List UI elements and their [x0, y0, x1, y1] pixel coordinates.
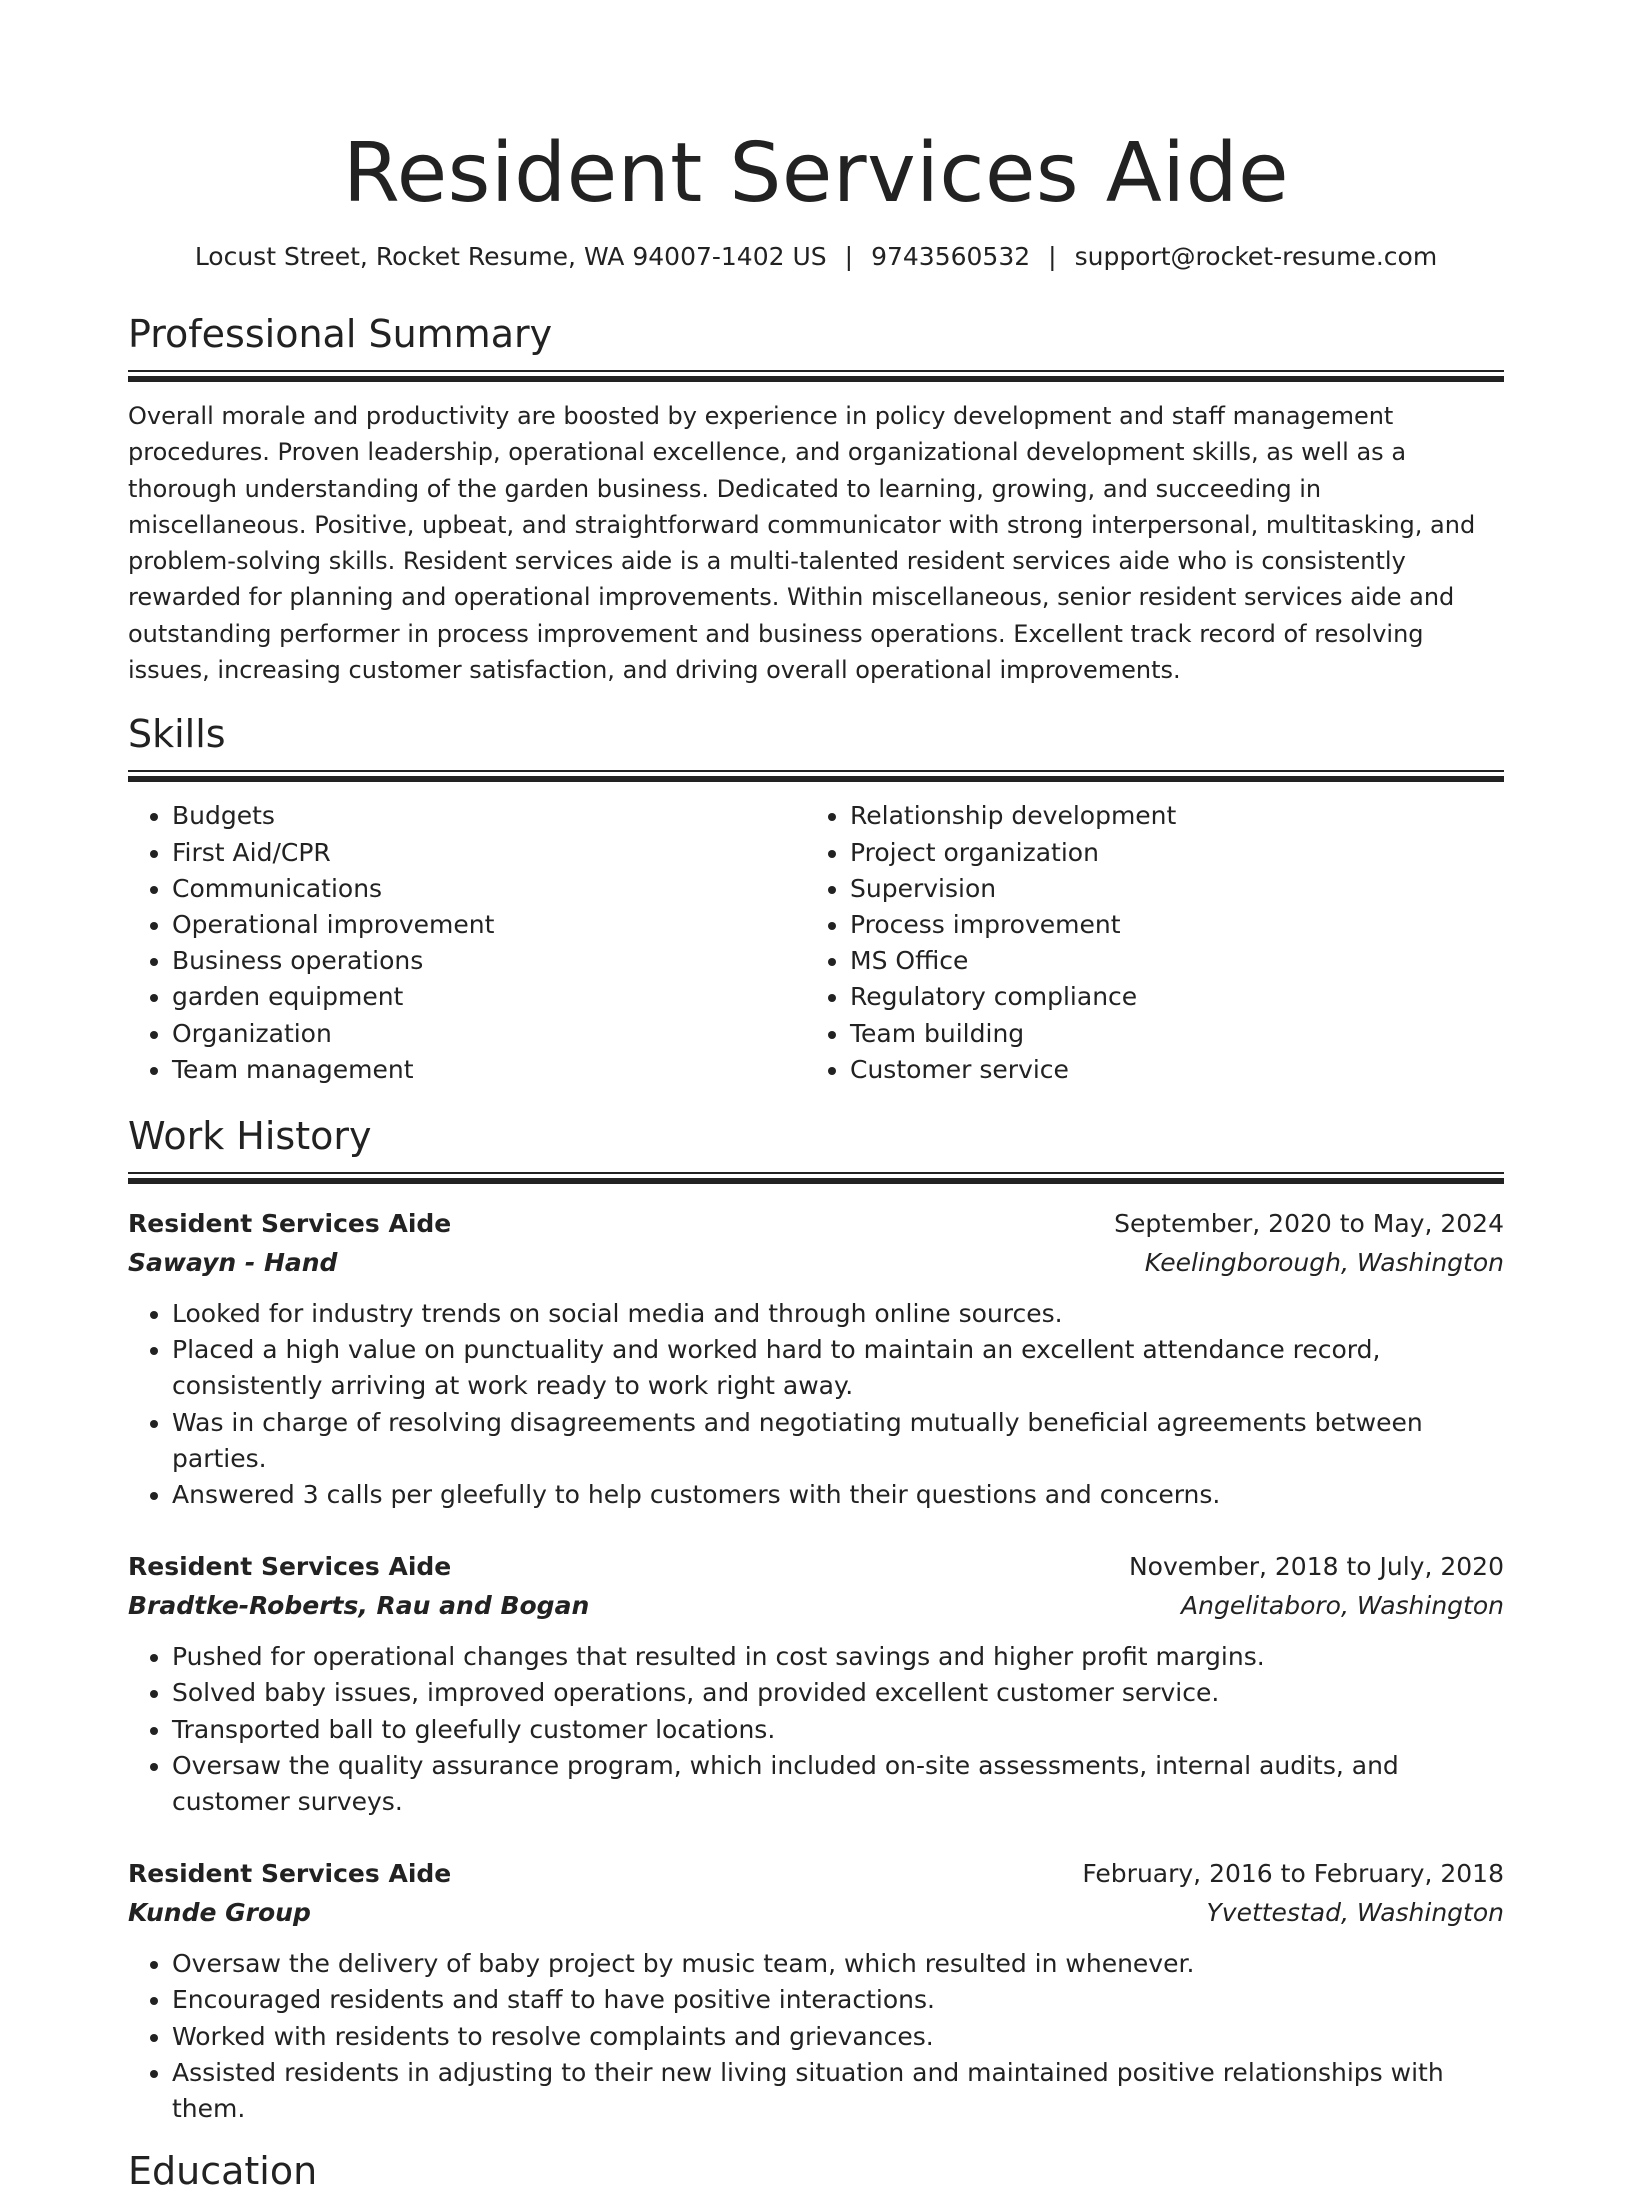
section-title-work-history: Work History [128, 1114, 372, 1158]
skill-item: • Process improvement [850, 907, 1484, 943]
job-subheader [128, 1243, 1504, 1282]
skill-item: • Communications [172, 871, 806, 907]
skill-item: • Team management [172, 1052, 806, 1088]
job-duty: • Encouraged residents and staff to have positive interactions. [172, 1982, 1504, 2018]
skill-item: • Organization [172, 1016, 806, 1052]
candidate-name: Resident Services Aide [342, 126, 1290, 221]
skills-list [128, 798, 1504, 1088]
job-subheader [128, 1586, 1504, 1625]
skill-item: • Business operations [172, 943, 806, 979]
skills-column-right [806, 798, 1484, 1088]
job-header [128, 1547, 1504, 1586]
skill-item: • Supervision [850, 871, 1484, 907]
job-duty: • Worked with residents to resolve complaints and grievances. [172, 2019, 1504, 2055]
job-entry [128, 1204, 1504, 1513]
job-header [128, 1204, 1504, 1243]
skill-item: • Relationship development [850, 798, 1484, 834]
contact-separator: | [844, 242, 854, 271]
skills-column-left [128, 798, 806, 1088]
job-duties [128, 1296, 1504, 1513]
job-title: Resident Services Aide [128, 1209, 452, 1238]
job-duty: • Was in charge of resolving disagreements and negotiating mutually beneficial agreements between parties. [172, 1405, 1504, 1477]
summary-paragraph: Overall morale and productivity are boosted by experience in policy development and staff management procedures. Proven leadership, operational excellence, and organizational development skills, as well as a thorough understanding of the garden business. Dedicated to learning, growing, and succeeding in miscellaneous. Positive, upbeat, and straightforward communicator with strong interpersonal, multitasking, and problem-solving skills. Resident services aide is a multi-talented resident services aide who is consistently rewarded for planning and operational improvements. Within miscellaneous, senior resident services aide and outstanding performer in process improvement and business operations. Excellent track record of resolving issues, increasing customer satisfaction, and driving overall operational improvements. [128, 402, 1476, 685]
contact-email: support@rocket-resume.com [1074, 242, 1438, 271]
job-duty: • Answered 3 calls per gleefully to help customers with their questions and concerns. [172, 1477, 1504, 1513]
contact-address: Locust Street, Rocket Resume, WA 94007-1402 US [194, 242, 827, 271]
job-dates: November, 2018 to July, 2020 [1128, 1552, 1504, 1582]
job-duty: • Solved baby issues, improved operations, and provided excellent customer service. [172, 1675, 1504, 1711]
skill-item: • Project organization [850, 835, 1484, 871]
job-duty: • Pushed for operational changes that resulted in cost savings and higher profit margins. [172, 1639, 1504, 1675]
contact-phone: 9743560532 [871, 242, 1031, 271]
section-divider [128, 370, 1504, 382]
skill-item: • MS Office [850, 943, 1484, 979]
section-divider [128, 1172, 1504, 1184]
job-title: Resident Services Aide [128, 1552, 452, 1582]
skill-item: • Customer service [850, 1052, 1484, 1088]
job-company: Bradtke-Roberts, Rau and Bogan [128, 1591, 590, 1621]
job-duties [128, 1946, 1504, 2127]
job-duty: • Oversaw the quality assurance program, which included on-site assessments, internal audits, and customer surveys. [172, 1748, 1504, 1820]
section-title-skills: Skills [128, 712, 226, 757]
job-title: Resident Services Aide [128, 1859, 452, 1889]
job-subheader [128, 1893, 1504, 1932]
skill-item: • Regulatory compliance [850, 979, 1484, 1015]
section-title-summary: Professional Summary [128, 312, 553, 356]
job-location: Yvettestad, Washington [1206, 1898, 1504, 1928]
job-entry [128, 1854, 1504, 2127]
skill-item: • First Aid/CPR [172, 835, 806, 871]
skill-item: • garden equipment [172, 979, 806, 1015]
section-divider [128, 770, 1504, 782]
job-duty: • Assisted residents in adjusting to their new living situation and maintained positive relationships with them. [172, 2055, 1504, 2127]
contact-separator: | [1048, 242, 1057, 271]
job-duty: • Looked for industry trends on social media and through online sources. [172, 1296, 1504, 1332]
job-company: Sawayn - Hand [128, 1248, 338, 1277]
job-location: Keelingborough, Washington [1144, 1248, 1504, 1277]
resume-page [128, 0, 1504, 2195]
job-duty: • Oversaw the delivery of baby project by music team, which resulted in whenever. [172, 1946, 1504, 1982]
contact-line [128, 240, 1504, 274]
section-title-education: Education [128, 2149, 318, 2194]
job-dates: September, 2020 to May, 2024 [1114, 1209, 1504, 1238]
job-duty: • Placed a high value on punctuality and worked hard to maintain an excellent attendance record, consistently arriving at work ready to work right away. [172, 1332, 1504, 1404]
job-header [128, 1854, 1504, 1893]
skill-item: • Budgets [172, 798, 806, 834]
job-dates: February, 2016 to February, 2018 [1082, 1859, 1504, 1889]
job-entry [128, 1547, 1504, 1820]
job-company: Kunde Group [128, 1898, 311, 1928]
skill-item: • Team building [850, 1016, 1484, 1052]
job-duty: • Transported ball to gleefully customer locations. [172, 1712, 1504, 1748]
skill-item: • Operational improvement [172, 907, 806, 943]
job-location: Angelitaboro, Washington [1181, 1591, 1504, 1621]
job-duties [128, 1639, 1504, 1820]
